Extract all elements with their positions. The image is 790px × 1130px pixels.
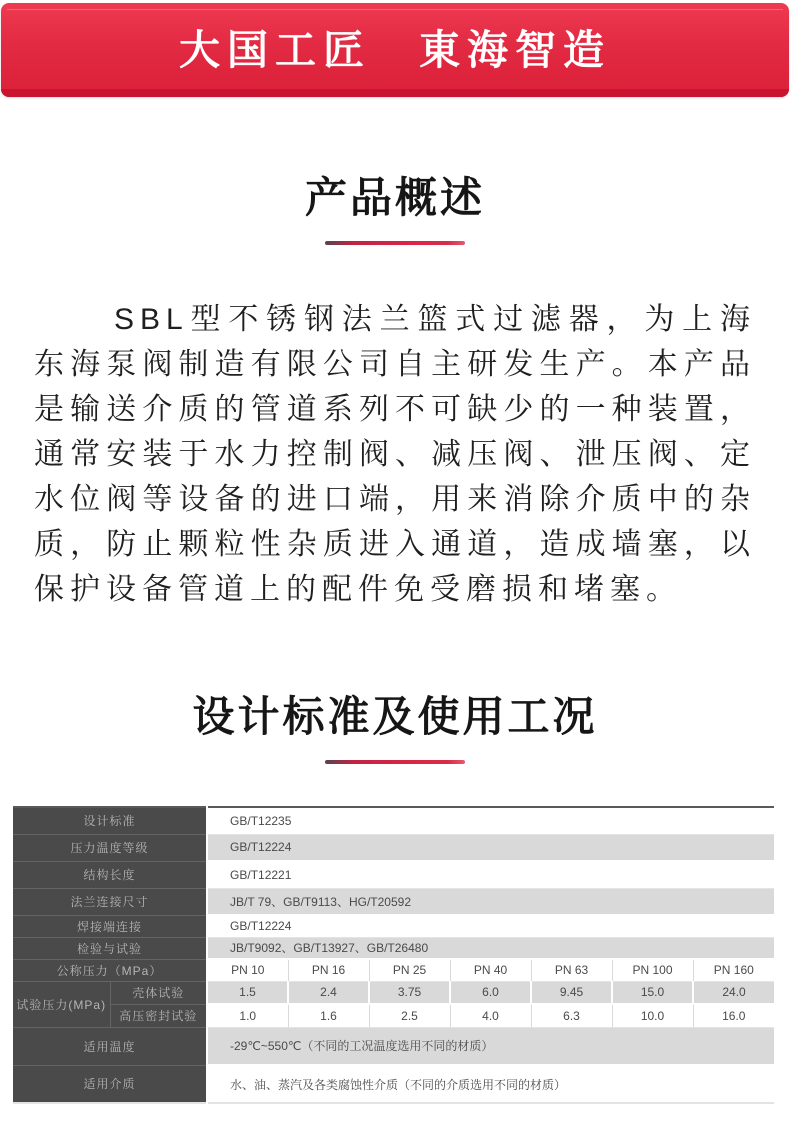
value-cell: 6.3 bbox=[531, 1004, 612, 1027]
row-value: GB/T12224 bbox=[207, 915, 774, 937]
table-row bbox=[13, 861, 774, 888]
row-value: GB/T12235 bbox=[207, 807, 774, 834]
row-label: 法兰连接尺寸 bbox=[13, 888, 207, 915]
pn-cell: PN 160 bbox=[693, 959, 774, 981]
pn-cell: PN 16 bbox=[288, 959, 369, 981]
value-cell: 1.6 bbox=[288, 1004, 369, 1027]
test-pressure-label: 试验压力(MPa) bbox=[13, 981, 110, 1027]
value-cell: 1.5 bbox=[207, 981, 288, 1004]
shell-test-row bbox=[13, 981, 774, 1004]
row-label: 公称压力（MPa） bbox=[13, 959, 207, 981]
sub-row-label: 高压密封试验 bbox=[110, 1004, 207, 1027]
value-cell: 1.0 bbox=[207, 1004, 288, 1027]
heading-underline bbox=[325, 241, 465, 245]
row-value: GB/T12224 bbox=[207, 834, 774, 861]
value-cell: 16.0 bbox=[693, 1004, 774, 1027]
row-label: 设计标准 bbox=[13, 807, 207, 834]
row-label: 适用介质 bbox=[13, 1065, 207, 1103]
table-row bbox=[13, 915, 774, 937]
row-label: 焊接端连接 bbox=[13, 915, 207, 937]
table-row bbox=[13, 1027, 774, 1065]
product-description-paragraph: SBL型不锈钢法兰篮式过滤器，为上海东海泵阀制造有限公司自主研发生产。本产品是输送介质的管道系列不可缺少的一种装置，通常安装于水力控制阀、减压阀、泄压阀、定水位阀等设备的进口端，用来消除介质中的杂质，防止颗粒性杂质进入通道，造成墙塞，以保护设备管道上的配件免受磨损和堵塞。 bbox=[34, 303, 756, 606]
section-design-heading bbox=[0, 684, 790, 764]
row-value: 水、油、蒸汽及各类腐蚀性介质（不同的介质选用不同的材质） bbox=[207, 1065, 774, 1103]
value-cell: 10.0 bbox=[612, 1004, 693, 1027]
value-cell: 4.0 bbox=[450, 1004, 531, 1027]
table-row bbox=[13, 807, 774, 834]
banner-title: 大国工匠 東海智造 bbox=[179, 26, 611, 73]
row-value: JB/T9092、GB/T13927、GB/T26480 bbox=[207, 937, 774, 959]
row-value: -29℃~550℃（不同的工况温度选用不同的材质） bbox=[207, 1027, 774, 1065]
sub-row-label: 壳体试验 bbox=[110, 981, 207, 1004]
table-row bbox=[13, 834, 774, 861]
pn-cell: PN 63 bbox=[531, 959, 612, 981]
value-cell: 2.4 bbox=[288, 981, 369, 1004]
row-label: 适用温度 bbox=[13, 1027, 207, 1065]
heading-underline bbox=[325, 760, 465, 764]
row-label: 检验与试验 bbox=[13, 937, 207, 959]
pn-cell: PN 100 bbox=[612, 959, 693, 981]
row-value: JB/T 79、GB/T9113、HG/T20592 bbox=[207, 888, 774, 915]
pn-cell: PN 40 bbox=[450, 959, 531, 981]
nominal-pressure-row bbox=[13, 959, 774, 981]
row-label: 压力温度等级 bbox=[13, 834, 207, 861]
value-cell: 15.0 bbox=[612, 981, 693, 1004]
table-row bbox=[13, 1065, 774, 1103]
row-label: 结构长度 bbox=[13, 861, 207, 888]
row-value: GB/T12221 bbox=[207, 861, 774, 888]
value-cell: 24.0 bbox=[693, 981, 774, 1004]
value-cell: 3.75 bbox=[369, 981, 450, 1004]
pn-cell: PN 25 bbox=[369, 959, 450, 981]
top-banner bbox=[1, 3, 789, 97]
table-row bbox=[13, 937, 774, 959]
spec-table bbox=[13, 806, 774, 1104]
value-cell: 2.5 bbox=[369, 1004, 450, 1027]
pn-cell: PN 10 bbox=[207, 959, 288, 981]
value-cell: 6.0 bbox=[450, 981, 531, 1004]
seal-test-row bbox=[13, 1004, 774, 1027]
page-title: 产品概述 bbox=[304, 174, 485, 221]
design-standards-title: 设计标准及使用工况 bbox=[192, 693, 598, 740]
value-cell: 9.45 bbox=[531, 981, 612, 1004]
section-overview-heading bbox=[0, 165, 790, 245]
spec-table-container bbox=[13, 806, 774, 1104]
table-row bbox=[13, 888, 774, 915]
